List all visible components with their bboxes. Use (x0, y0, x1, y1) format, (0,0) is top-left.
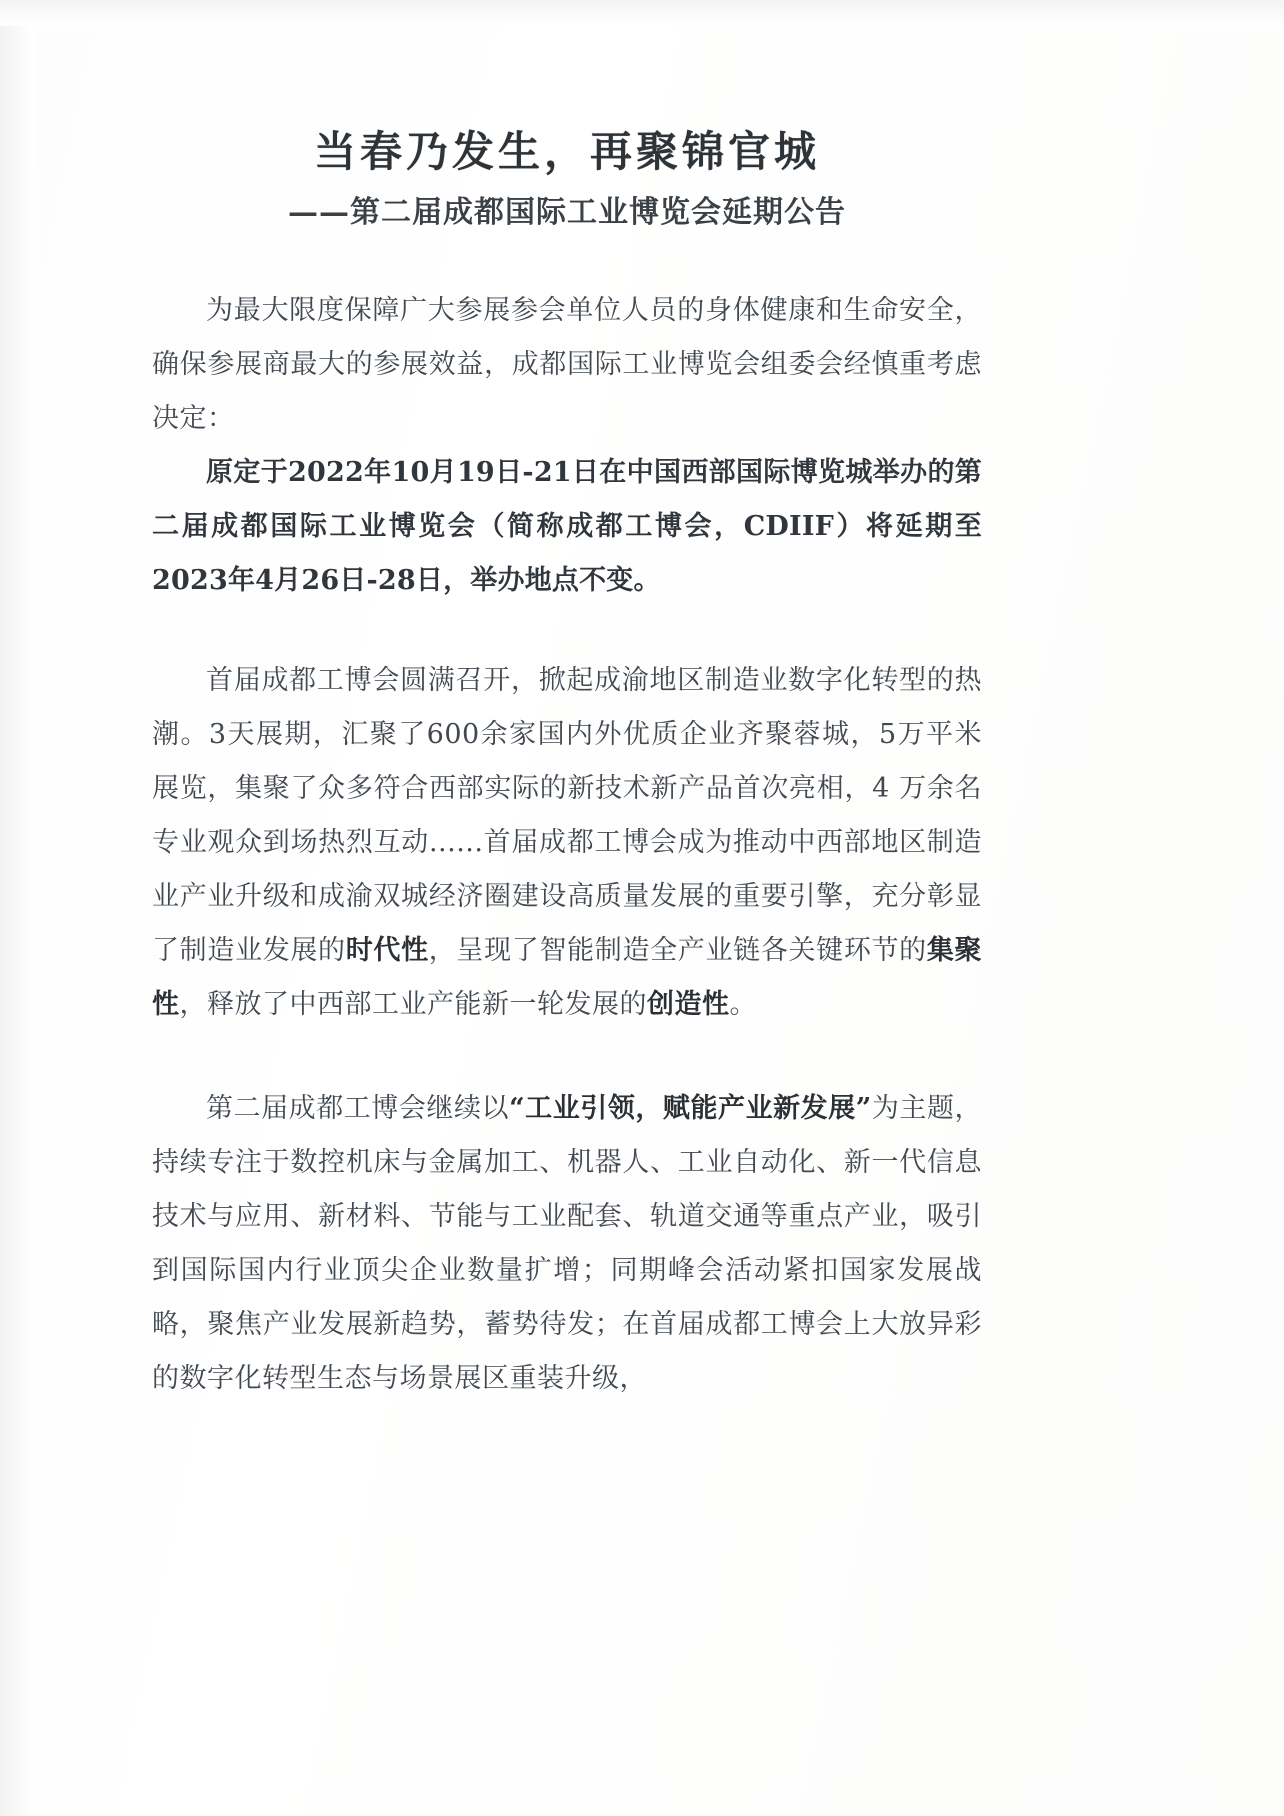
recap-text-part-3: ，释放了中西部工业产能新一轮发展的 (179, 988, 647, 1020)
paragraph-second-edition-theme (152, 1082, 982, 1406)
recap-text-part-4: 。 (729, 988, 757, 1020)
paragraph-postponement-notice: 原定于2022年10月19日-21日在中国西部国际博览城举办的第二届成都国际工业博览会（简称成都工博会，CDIIF）将延期至2023年4月26日-28日，举办地点不变。 (152, 456, 982, 596)
paragraph-intro: 为最大限度保障广大参展参会单位人员的身体健康和生命安全，确保参展商最大的参展效益，成都国际工业博览会组委会经慎重考虑决定： (152, 294, 982, 434)
theme-text-part-2: 为主题，持续专注于数控机床与金属加工、机器人、工业自动化、新一代信息技术与应用、新材料、节能与工业配套、轨道交通等重点产业，吸引到国际国内行业顶尖企业数量扩增；同期峰会活动紧扣国家发展战略，聚焦产业发展新趋势，蓄势待发；在首届成都工博会上大放异彩的数字化转型生态与场景展区重装升级， (152, 1092, 983, 1394)
paragraph-spacer-2 (152, 1032, 982, 1082)
page-subtitle: ——第二届成都国际工业博览会延期公告 (288, 194, 846, 230)
emphasis-agglomeration: 集聚性 (152, 934, 983, 1020)
body-text-block (152, 284, 982, 1406)
page-title: 当春乃发生，再聚锦官城 (313, 127, 820, 176)
paragraph-first-edition-recap (152, 654, 982, 1032)
paragraph-spacer-1 (152, 608, 982, 654)
theme-text-part-1: 第二届成都工博会继续以 (206, 1092, 510, 1124)
exhibition-theme-quote: “工业引领，赋能产业新发展” (509, 1092, 872, 1124)
emphasis-creativity: 创造性 (647, 988, 730, 1020)
recap-text-part-2: ，呈现了智能制造全产业链各关键环节的 (428, 934, 927, 966)
recap-text-part-1: 首届成都工博会圆满召开，掀起成渝地区制造业数字化转型的热潮。3天展期，汇聚了600余家国内外优质企业齐聚蓉城，5万平米展览，集聚了众多符合西部实际的新技术新产品首次亮相，4 万余名专业观众到场热烈互动......首届成都工博会成为推动中西部地区制造业产业升级和成渝双城经济圈建设高质量发展的重要引擎，充分彰显了制造业发展的 (152, 664, 982, 966)
emphasis-epochal: 时代性 (345, 934, 429, 966)
document-content (152, 0, 982, 1406)
scan-edge-left (0, 0, 34, 1816)
